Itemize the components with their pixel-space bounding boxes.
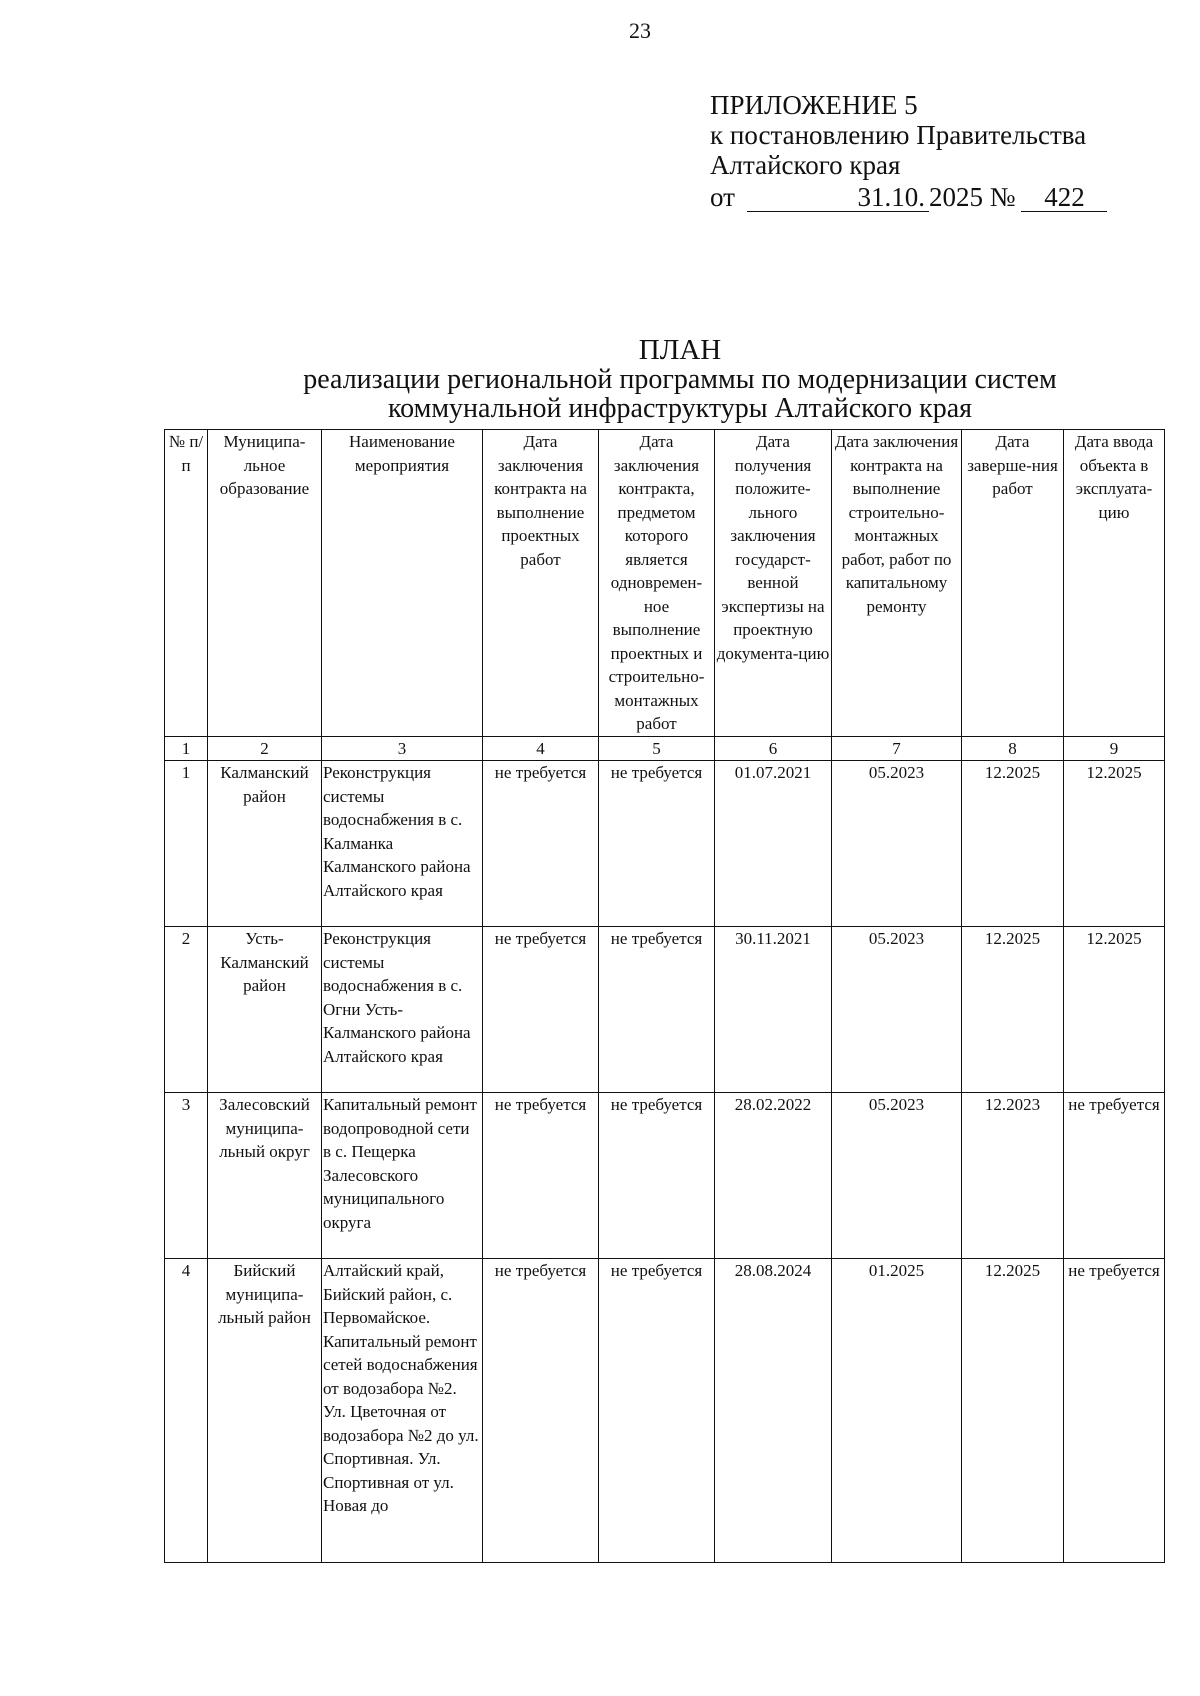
column-number: 9 xyxy=(1064,736,1165,761)
row-construction-contract: 05.2023 xyxy=(832,1093,962,1259)
table-row xyxy=(165,761,1165,927)
header-combined-contract: Дата заключения контракта, предметом которого является одновремен-ное выполнение проектных и строительно-монтажных работ xyxy=(599,430,715,737)
header-event: Наименование мероприятия xyxy=(322,430,483,737)
plan-subtitle-line-1: реализации региональной программы по модернизации систем xyxy=(303,364,1057,395)
row-municipality: Залесовский муниципа-льный округ xyxy=(208,1093,322,1259)
row-combined-contract: не требуется xyxy=(599,1259,715,1563)
row-number: 3 xyxy=(165,1093,208,1259)
row-expertise: 01.07.2021 xyxy=(715,761,832,927)
decree-number: 422 xyxy=(1021,183,1107,212)
plan-subtitle-line-2: коммунальной инфраструктуры Алтайского края xyxy=(387,393,973,424)
table-header-row xyxy=(165,430,1165,737)
row-completion: 12.2023 xyxy=(962,1093,1064,1259)
table-row xyxy=(165,1093,1165,1259)
plan-table xyxy=(164,429,1165,1563)
row-combined-contract: не требуется xyxy=(599,927,715,1093)
row-expertise: 28.02.2022 xyxy=(715,1093,832,1259)
number-label: № xyxy=(989,182,1016,212)
column-number: 6 xyxy=(715,736,832,761)
header-commissioning: Дата ввода объекта в эксплуата-цию xyxy=(1064,430,1165,737)
row-completion: 12.2025 xyxy=(962,761,1064,927)
header-municipality: Муниципа-льное образование xyxy=(208,430,322,737)
decree-date: 31.10. xyxy=(747,183,929,212)
row-event: Реконструкция системы водоснабжения в с. Калманка Калманского района Алтайского края xyxy=(322,761,483,927)
row-event: Алтайский край, Бийский район, с. Первомайское. Капитальный ремонт сетей водоснабжения от водозабора №2. Ул. Цветочная от водозабора №2 до ул. Спортивная. Ул. Спортивная от ул. Новая до xyxy=(322,1259,483,1563)
appendix-date-line xyxy=(710,182,1130,212)
row-commissioning: 12.2025 xyxy=(1064,761,1165,927)
row-number: 2 xyxy=(165,927,208,1093)
row-design-contract: не требуется xyxy=(483,761,599,927)
header-completion: Дата заверше-ния работ xyxy=(962,430,1064,737)
appendix-line-3: Алтайского края xyxy=(710,150,901,180)
row-commissioning: не требуется xyxy=(1064,1093,1165,1259)
row-municipality: Усть-Калманский район xyxy=(208,927,322,1093)
column-number: 1 xyxy=(165,736,208,761)
row-design-contract: не требуется xyxy=(483,927,599,1093)
row-event: Капитальный ремонт водопроводной сети в с. Пещерка Залесовского муниципального округа xyxy=(322,1093,483,1259)
column-number: 2 xyxy=(208,736,322,761)
plan-heading xyxy=(290,336,1070,423)
from-label: от xyxy=(710,182,735,212)
table-row xyxy=(165,1259,1165,1563)
row-combined-contract: не требуется xyxy=(599,1093,715,1259)
appendix-line-2: к постановлению Правительства xyxy=(710,120,1087,150)
row-commissioning: не требуется xyxy=(1064,1259,1165,1563)
row-construction-contract: 05.2023 xyxy=(832,927,962,1093)
row-expertise: 30.11.2021 xyxy=(715,927,832,1093)
row-commissioning: 12.2025 xyxy=(1064,927,1165,1093)
plan-title: ПЛАН xyxy=(638,334,722,366)
row-completion: 12.2025 xyxy=(962,927,1064,1093)
column-number: 7 xyxy=(832,736,962,761)
row-municipality: Калманский район xyxy=(208,761,322,927)
row-construction-contract: 05.2023 xyxy=(832,761,962,927)
row-construction-contract: 01.2025 xyxy=(832,1259,962,1563)
row-number: 4 xyxy=(165,1259,208,1563)
row-municipality: Бийский муниципа-льный район xyxy=(208,1259,322,1563)
column-number: 4 xyxy=(483,736,599,761)
row-design-contract: не требуется xyxy=(483,1259,599,1563)
column-number: 5 xyxy=(599,736,715,761)
page-number: 23 xyxy=(629,18,651,43)
column-number-row xyxy=(165,736,1165,761)
row-event: Реконструкция системы водоснабжения в с. Огни Усть-Калманского района Алтайского края xyxy=(322,927,483,1093)
row-design-contract: не требуется xyxy=(483,1093,599,1259)
appendix-title: ПРИЛОЖЕНИЕ 5 xyxy=(710,90,918,120)
row-number: 1 xyxy=(165,761,208,927)
table-row xyxy=(165,927,1165,1093)
row-completion: 12.2025 xyxy=(962,1259,1064,1563)
header-design-contract: Дата заключения контракта на выполнение проектных работ xyxy=(483,430,599,737)
row-combined-contract: не требуется xyxy=(599,761,715,927)
column-number: 3 xyxy=(322,736,483,761)
appendix-block xyxy=(710,90,1130,212)
decree-year: 2025 xyxy=(928,182,983,212)
header-expertise: Дата получения положите-льного заключения государст-венной экспертизы на проектную документа-цию xyxy=(715,430,832,737)
column-number: 8 xyxy=(962,736,1064,761)
row-expertise: 28.08.2024 xyxy=(715,1259,832,1563)
header-construction-contract: Дата заключения контракта на выполнение строительно-монтажных работ, работ по капитальному ремонту xyxy=(832,430,962,737)
header-number: № п/п xyxy=(165,430,208,737)
